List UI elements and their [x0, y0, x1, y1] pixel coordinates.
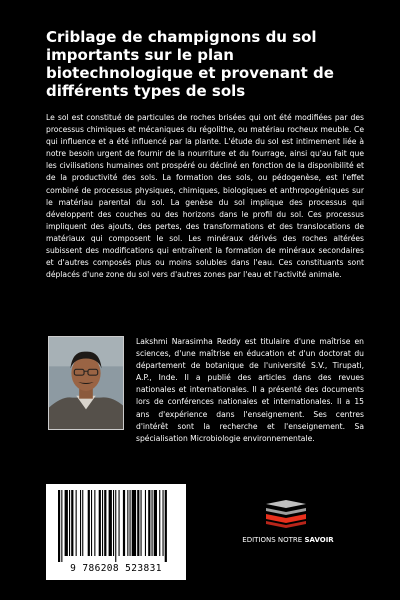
author-photo: [48, 336, 124, 430]
isbn-barcode: [46, 484, 186, 580]
author-bio: Lakshmi Narasimha Reddy est titulaire d'une maîtrise en sciences, d'une maîtrise en éducation et d'un doctorat du département de botanique de l'université S.V., Tirupati, A.P., Inde. Il a publié des articles dans des revues nationales et internationales. Il a présenté des documents lors de conférences nationales et internationales. Il a 15 ans d'expérience dans l'enseignement. Ses centres d'intérêt sont la recherche et l'enseignement. Sa spécialisation Microbiologie environnementale.: [136, 337, 364, 443]
publisher-name: [240, 536, 336, 544]
publisher-prefix: EDITIONS NOTRE: [242, 536, 303, 544]
barcode-icon: [58, 490, 174, 562]
publisher-emphasis: SAVOIR: [304, 536, 334, 544]
isbn-number: 9 786208 523831: [70, 563, 162, 574]
author-portrait-icon: [49, 337, 123, 429]
publisher-logo-icon: [262, 500, 310, 528]
book-abstract: Le sol est constitué de particules de roches brisées qui ont été modifiées par des processus chimiques et mécaniques du régolithe, ou matériau rocheux meuble. Ce qui influence et a été influencé par la plante. L'étude du sol est intimement liée à notre besoin urgent de fournir de la nourriture et du fourrage, ainsi qu'au fait que les civilisations humaines ont prospéré ou décliné en fonction de la disponibilité et de la productivité des sols. La formation des sols, ou pédogenèse, est l'effet combiné de processus physiques, chimiques, biologiques et anthropogéniques sur le matériau parental du sol. La genèse du sol implique des processus qui développent des couches ou des horizons dans le profil du sol. Ces processus impliquent des ajouts, des pertes, des transformations et des translocations de matériaux qui composent le sol. Les minéraux dérivés des roches altérées subissent des modifications qui entraînent la formation de minéraux secondaires et d'autres composés plus ou moins solubles dans l'eau. Ces constituants sont déplacés d'une zone du sol vers d'autres zones par l'eau et l'activité animale.: [46, 113, 364, 280]
book-title: Criblage de champignons du sol importants sur le plan biotechnologique et provenant de différents types de sols: [46, 28, 334, 100]
